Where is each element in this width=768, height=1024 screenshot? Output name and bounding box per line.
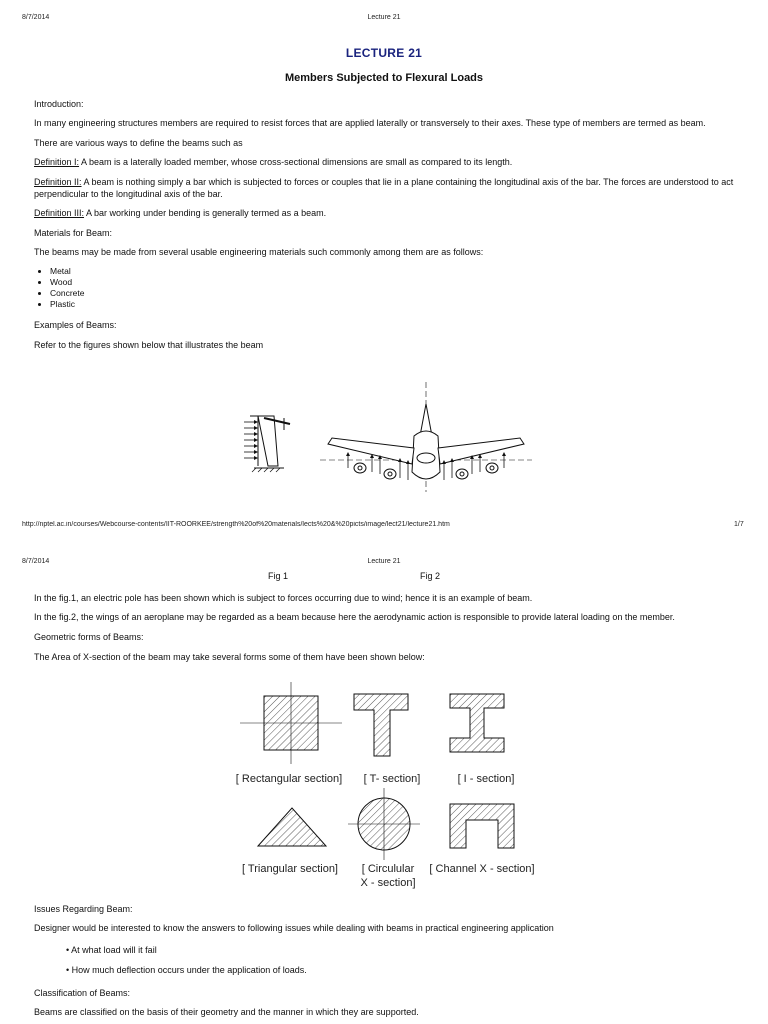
rectangular-section-label: [ Rectangular section] — [235, 773, 343, 785]
issues-heading: Issues Regarding Beam: — [34, 904, 133, 914]
fig2-text: In the fig.2, the wings of an aeroplane may be regarded as a beam because here the aerodynamic action is responsible to provide lateral loading on the member. — [34, 612, 675, 622]
examples-heading: Examples of Beams: — [34, 320, 117, 330]
triangular-section-label: [ Triangular section] — [242, 863, 338, 875]
t-section-label: [ T- section] — [363, 773, 421, 785]
issue-1-text: At what load will it fail — [71, 945, 157, 955]
classification-heading: Classification of Beams: — [34, 988, 131, 998]
page2-header-date: 8/7/2014 — [22, 558, 50, 565]
channel-section-label: [ Channel X - section] — [429, 863, 535, 875]
circular-section-label-line2: X - section] — [360, 877, 416, 889]
list-item: • Plastic — [50, 299, 85, 310]
page2-header-title: Lecture 21 — [367, 558, 401, 565]
list-item: • Wood — [50, 277, 85, 288]
list-item — [66, 964, 307, 976]
definition-1 — [34, 156, 744, 168]
issue-2-text: How much deflection occurs under the application of loads. — [71, 965, 307, 975]
classification-text: Beams are classified on the basis of their geometry and the manner in which they are supported. — [34, 1007, 419, 1017]
footer-url: http://nptel.ac.in/courses/Webcourse-contents/IIT-ROORKEE/strength%20of%20materials/lects%20&%20picts/image/lect21/lecture21.htm — [22, 521, 450, 528]
page1-header-date: 8/7/2014 — [22, 14, 50, 21]
materials-text: The beams may be made from several usable engineering materials such commonly among them are as follows: — [34, 247, 484, 257]
aeroplane-figure — [320, 382, 532, 492]
footer-page-number: 1/7 — [734, 521, 744, 528]
definition-1-text: A beam is a laterally loaded member, whose cross-sectional dimensions are small as compared to its length. — [79, 157, 513, 167]
list-item — [66, 944, 157, 956]
i-section-label: [ I - section] — [457, 773, 515, 785]
list-item: • Concrete — [50, 288, 85, 299]
introduction-heading: Introduction: — [34, 99, 84, 109]
intro-paragraph: In many engineering structures members are required to resist forces that are applied laterally or transversely to their axes. These type of members are termed as beam. — [34, 118, 706, 128]
definition-3-text: A bar working under bending is generally termed as a beam. — [84, 208, 327, 218]
bullet-icon: • — [66, 965, 72, 975]
definition-2-label: Definition II: — [34, 177, 82, 187]
fig2-label: Fig 2 — [420, 571, 441, 581]
examples-text: Refer to the figures shown below that illustrates the beam — [34, 340, 264, 350]
fig1-text: In the fig.1, an electric pole has been shown which is subject to forces occurring due to wind; hence it is an example of beam. — [34, 593, 533, 603]
main-title: Members Subjected to Flexural Loads — [284, 72, 484, 84]
circular-section-label-line1: [ Circulular — [361, 863, 415, 875]
fig1-label: Fig 1 — [268, 571, 289, 581]
definition-2 — [34, 176, 746, 200]
definition-3-label: Definition III: — [34, 208, 85, 218]
definition-2-text: A beam is nothing simply a bar which is subjected to forces or couples that lie in a plane containing the longitudinal axis of the bar. The forces are understood to act perpendicular to the longitudinal axis of the bar. — [34, 177, 734, 199]
geometric-heading: Geometric forms of Beams: — [34, 632, 144, 642]
definition-3 — [34, 207, 744, 219]
lecture-title: LECTURE 21 — [345, 46, 423, 60]
materials-list — [34, 266, 85, 310]
bullet-icon: • — [66, 945, 72, 955]
page1-header-title: Lecture 21 — [367, 14, 401, 21]
list-item: • Metal — [50, 266, 85, 277]
issues-text: Designer would be interested to know the answers to following issues while dealing with beams in practical engineering application — [34, 923, 554, 933]
geometric-text: The Area of X-section of the beam may take several forms some of them have been shown below: — [34, 652, 425, 662]
definition-1-label: Definition I: — [34, 157, 80, 167]
materials-heading: Materials for Beam: — [34, 228, 113, 238]
electric-pole-figure — [244, 408, 304, 474]
ways-text: There are various ways to define the beams such as — [34, 138, 243, 148]
